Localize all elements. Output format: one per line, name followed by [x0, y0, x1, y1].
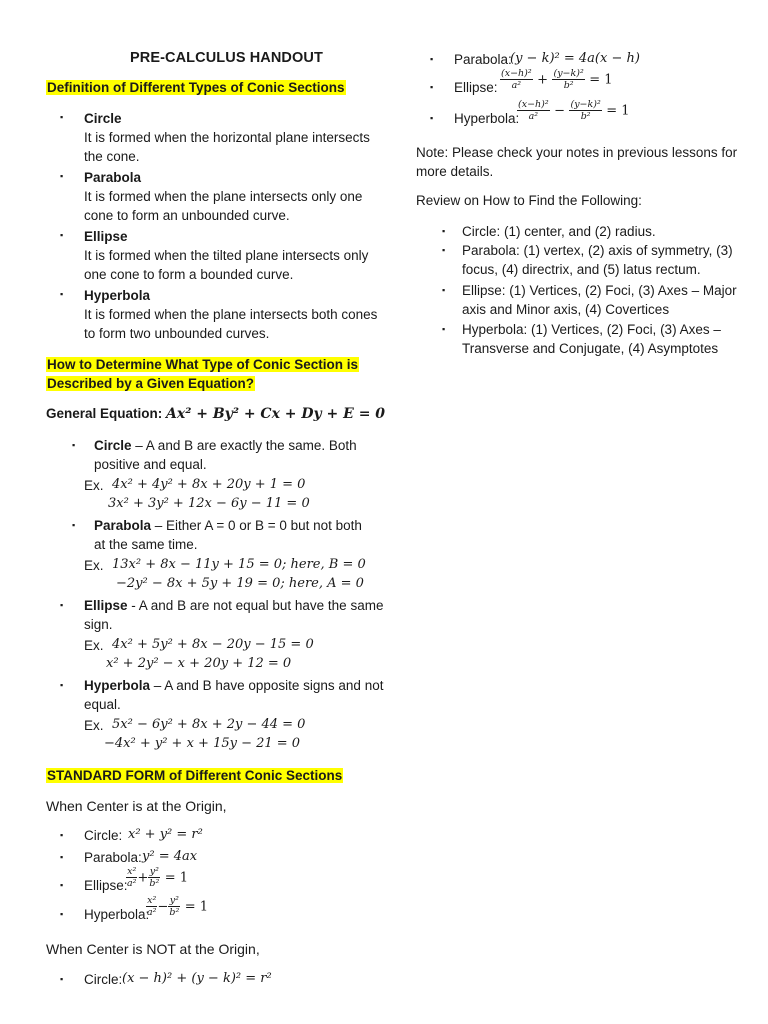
note-line: more details. [416, 164, 494, 179]
definition-line: It is formed when the plane intersects both cones [84, 307, 378, 322]
term-circle: Circle [84, 111, 122, 126]
denominator: b² [580, 111, 591, 122]
rule-line: sign. [84, 617, 113, 632]
definition-line: one cone to form a bounded curve. [84, 267, 294, 282]
fraction [148, 866, 160, 889]
bullet-icon: ▪ [60, 830, 64, 840]
rule-text: – Either A = 0 or B = 0 but not both [151, 518, 362, 533]
example-equation: 4x² + 5y² + 8x − 20y − 15 = 0 [112, 637, 314, 652]
example-equation: x² + 2y² − x + 20y + 12 = 0 [106, 656, 292, 671]
form-label: Circle: [84, 828, 123, 843]
fraction [569, 99, 601, 122]
example-equation: 3x² + 3y² + 12x − 6y − 11 = 0 [108, 496, 310, 511]
not-origin-label: When Center is NOT at the Origin, [46, 941, 260, 957]
note-line: Note: Please check your notes in previous lessons for [416, 145, 738, 160]
definition-line: It is formed when the plane intersects only one [84, 189, 363, 204]
review-line: Parabola: (1) vertex, (2) axis of symmetry, (3) [462, 243, 733, 258]
page-title: PRE-CALCULUS HANDOUT [130, 50, 323, 66]
bullet-icon: ▪ [430, 82, 434, 92]
rule-line [94, 516, 362, 535]
rule-line [84, 596, 383, 615]
bullet-icon: ▪ [442, 285, 446, 295]
section-heading-definition [46, 79, 346, 97]
example-equation: 5x² − 6y² + 8x + 2y − 44 = 0 [112, 717, 306, 732]
definition-line: the cone. [84, 149, 140, 164]
rule-line [84, 676, 383, 695]
equals-one: = 1 [164, 870, 189, 886]
review-line: Ellipse: (1) Vertices, (2) Foci, (3) Axes – Major [462, 283, 737, 298]
denominator: b² [169, 907, 180, 918]
bullet-icon: ▪ [72, 440, 76, 450]
operator: + [537, 72, 549, 88]
example-equation: 4x² + 4y² + 8x + 20y + 1 = 0 [112, 477, 306, 492]
definition-line: to form two unbounded curves. [84, 326, 270, 341]
denominator: b² [563, 80, 574, 91]
term-hyperbola: Hyperbola [84, 288, 151, 303]
bullet-icon: ▪ [60, 171, 64, 181]
definition-line: It is formed when the tilted plane intersects only [84, 248, 369, 263]
form-label: Ellipse: [454, 80, 498, 95]
bullet-icon: ▪ [60, 909, 64, 919]
numerator: (y−k)² [570, 99, 601, 110]
denominator: a² [511, 80, 522, 91]
section-heading-determine-2 [46, 375, 255, 393]
form-equation [126, 866, 188, 889]
form-label: Circle: [84, 972, 123, 987]
bullet-icon: ▪ [60, 880, 64, 890]
form-equation: (x − h)² + (y − k)² = r² [122, 971, 272, 986]
term-ellipse: Ellipse [84, 229, 128, 244]
bullet-icon: ▪ [60, 680, 64, 690]
bullet-icon: ▪ [442, 226, 446, 236]
form-label: Parabola: [84, 850, 142, 865]
rule-line [94, 436, 357, 455]
form-label: Hyperbola: [454, 111, 520, 126]
equals-one: = 1 [589, 72, 613, 88]
section-heading-determine-line2: Described by a Given Equation? [47, 376, 255, 391]
section-heading-determine-line1: How to Determine What Type of Conic Section is [47, 357, 359, 372]
rule-term: Ellipse [84, 598, 128, 613]
example-equation: 13x² + 8x − 11y + 15 = 0; here, B = 0 [112, 557, 366, 572]
section-heading-standard-form-text: STANDARD FORM of Different Conic Sections [47, 768, 343, 783]
operator: − [554, 103, 566, 119]
equals-one: = 1 [606, 103, 630, 119]
definition-line: cone to form an unbounded curve. [84, 208, 290, 223]
general-equation-formula: Ax² + By² + Cx + Dy + E = 0 [166, 406, 386, 422]
review-label: Review on How to Find the Following: [416, 193, 642, 208]
denominator: a² [528, 111, 539, 122]
form-equation: x² + y² = r² [128, 827, 203, 842]
bullet-icon: ▪ [442, 245, 446, 255]
rule-text: - A and B are not equal but have the same [127, 598, 384, 613]
bullet-icon: ▪ [60, 230, 64, 240]
rule-text: – A and B are exactly the same. Both [131, 438, 357, 453]
bullet-icon: ▪ [60, 852, 64, 862]
fraction [552, 68, 584, 91]
rule-term: Hyperbola [84, 678, 151, 693]
fraction [517, 99, 550, 122]
numerator: y² [149, 866, 159, 877]
review-line: focus, (4) directrix, and (5) latus rectum. [462, 262, 701, 277]
operator: + [137, 870, 149, 886]
bullet-icon: ▪ [60, 600, 64, 610]
bullet-icon: ▪ [430, 113, 434, 123]
term-parabola: Parabola [84, 170, 142, 185]
bullet-icon: ▪ [60, 112, 64, 122]
review-line: Circle: (1) center, and (2) radius. [462, 224, 656, 239]
section-heading-standard-form [46, 767, 343, 785]
rule-line: at the same time. [94, 537, 198, 552]
bullet-icon: ▪ [442, 324, 446, 334]
operator: − [157, 899, 169, 915]
numerator: (x−h)² [501, 68, 532, 79]
example-label: Ex. [84, 558, 104, 573]
numerator: x² [127, 866, 137, 877]
form-equation: (y − k)² = 4a(x − h) [510, 51, 640, 66]
numerator: x² [147, 895, 157, 906]
form-equation [146, 895, 208, 918]
review-line: Transverse and Conjugate, (4) Asymptotes [462, 341, 719, 356]
rule-term: Circle [94, 438, 132, 453]
denominator: a² [127, 878, 137, 889]
bullet-icon: ▪ [60, 974, 64, 984]
fraction [168, 895, 180, 918]
form-equation [517, 99, 630, 122]
review-line: Hyperbola: (1) Vertices, (2) Foci, (3) Axes – [462, 322, 721, 337]
general-equation-label: General Equation: [46, 406, 167, 421]
form-label: Ellipse: [84, 878, 128, 893]
bullet-icon: ▪ [72, 520, 76, 530]
fraction [126, 866, 137, 889]
example-label: Ex. [84, 638, 104, 653]
form-equation: y² = 4ax [142, 849, 198, 864]
definition-line: It is formed when the horizontal plane intersects [84, 130, 370, 145]
origin-label: When Center is at the Origin, [46, 798, 227, 814]
bullet-icon: ▪ [430, 54, 434, 64]
example-label: Ex. [84, 718, 104, 733]
section-heading-determine [46, 356, 359, 374]
example-equation: −2y² − 8x + 5y + 19 = 0; here, A = 0 [116, 576, 364, 591]
rule-line: equal. [84, 697, 121, 712]
numerator: (x−h)² [518, 99, 549, 110]
general-equation [46, 404, 385, 423]
review-line: axis and Minor axis, (4) Covertices [462, 302, 670, 317]
denominator: b² [149, 878, 160, 889]
rule-term: Parabola [94, 518, 152, 533]
numerator: y² [169, 895, 179, 906]
numerator: (y−k)² [553, 68, 584, 79]
form-label: Hyperbola: [84, 907, 150, 922]
bullet-icon: ▪ [60, 289, 64, 299]
example-equation: −4x² + y² + x + 15y − 21 = 0 [104, 736, 301, 751]
form-equation [500, 68, 613, 91]
equals-one: = 1 [184, 899, 209, 915]
rule-text: – A and B have opposite signs and not [150, 678, 384, 693]
rule-line: positive and equal. [94, 457, 207, 472]
denominator: a² [147, 907, 157, 918]
fraction [500, 68, 533, 91]
section-heading-definition-text: Definition of Different Types of Conic Sections [47, 80, 345, 95]
form-label: Parabola: [454, 52, 512, 67]
example-label: Ex. [84, 478, 104, 493]
fraction [146, 895, 157, 918]
